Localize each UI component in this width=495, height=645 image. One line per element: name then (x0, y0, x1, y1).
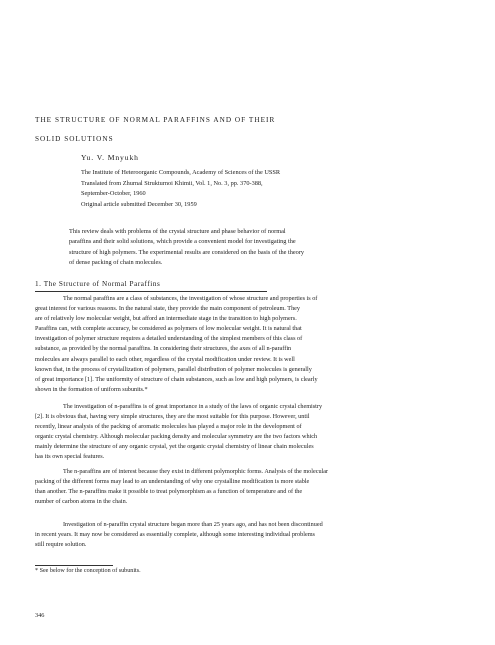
paragraph-line: investigation of polymer structure requires a detailed understanding of the simplest members of this class of (35, 335, 303, 343)
paragraph-line: shown in the formation of uniform subunits.* (35, 385, 148, 393)
affiliation-line: Original article submitted December 30, 1959 (81, 200, 197, 208)
paragraph-line: substance, as provided by the normal paraffins. In considering their structures, the axes of all n-paraffin (35, 345, 292, 353)
paragraph-line: packing of the different forms may lead to an understanding of why one crystalline modification is more stable (35, 478, 310, 486)
paragraph-line: [2]. It is obvious that, having very simple structures, they are the most suitable for this purpose. However, until (35, 413, 310, 421)
paragraph-line: mainly determine the structure of any organic crystal, yet the organic crystal chemistry of linear chain molecules (35, 443, 314, 451)
abstract-line: of dense packing of chain molecules. (69, 259, 163, 267)
paragraph-line: known that, in the process of crystallization of polymers, parallel distribution of polymer molecules is generally (35, 365, 312, 373)
abstract-line: paraffins and their solid solutions, which provide a convenient model for investigating the (69, 238, 296, 246)
paragraph-line: still require solution. (35, 541, 87, 549)
paragraph-4 (35, 520, 459, 550)
paragraph-line: of great importance [1]. The uniformity of structure of chain substances, such as low and high polymers, is clearly (35, 375, 318, 383)
paragraph-line: The investigation of n-paraffins is of great importance in a study of the laws of organic crystal chemistry (63, 403, 323, 410)
affiliation-line: September-October, 1960 (81, 190, 146, 198)
footnote-rule (35, 565, 113, 566)
affiliation-line: The Institute of Heteroorganic Compounds, Academy of Sciences of the USSR (81, 169, 281, 176)
section-heading: 1. The Structure of Normal Paraffins (35, 280, 161, 288)
paragraph-line: Paraffins can, with complete accuracy, be considered as polymers of low molecular weight. It is natural that (35, 325, 302, 333)
paragraph-line: The normal paraffins are a class of substances, the investigation of whose structure and properties is of (63, 295, 318, 302)
paragraph-line: than another. The n-paraffins make it possible to treat polymorphism as a function of temperature and of the (35, 488, 303, 496)
paragraph-line: organic crystal chemistry. Although molecular packing density and molecular symmetry are the two factors which (35, 433, 318, 441)
paragraph-3 (35, 467, 459, 507)
section-underline (35, 291, 267, 292)
page-number: 346 (35, 612, 45, 619)
paragraph-line: molecules are always parallel to each other, regardless of the crystal modification under review. It is well (35, 355, 295, 363)
author-name: Yu. V. Mnyukh (81, 153, 139, 162)
article-title (35, 111, 275, 149)
footnote: * See below for the conception of subunits. (35, 568, 141, 574)
abstract (69, 227, 421, 269)
paragraph-line: number of carbon atoms in the chain. (35, 498, 128, 506)
abstract-line: structure of high polymers. The experimental results are considered on the basis of the theory (69, 248, 305, 256)
paragraph-line: Investigation of n-paraffin crystal structure began more than 25 years ago, and has not been discontinued (63, 521, 323, 528)
paragraph-line: has its own special features. (35, 453, 105, 461)
abstract-line: This review deals with problems of the crystal structure and phase behavior of normal (69, 228, 286, 235)
title-line-1: THE STRUCTURE OF NORMAL PARAFFINS AND OF THEIR (35, 116, 276, 124)
affiliation-block (81, 168, 421, 210)
paragraph-line: recently, linear analysis of the packing of aromatic molecules has played a major role in the development of (35, 423, 302, 431)
title-line-2: SOLID SOLUTIONS (35, 135, 114, 143)
paragraph-line: great interest for various reasons. In the natural state, they provide the main component of petroleum. They (35, 305, 301, 313)
paragraph-2 (35, 402, 459, 463)
affiliation-line: Translated from Zhurnal Strukturnoi Khimii, Vol. 1, No. 3, pp. 370-388, (81, 179, 263, 187)
paragraph-1 (35, 294, 459, 395)
paragraph-line: in recent years. It may now be considered as essentially complete, although some interesting individual problems (35, 531, 315, 539)
paragraph-line: The n-paraffins are of interest because they exist in different polymorphic forms. Analysis of the molecular (63, 468, 329, 475)
paragraph-line: are of relatively low molecular weight, but afford an intermediate stage in the transition to high polymers. (35, 315, 297, 323)
